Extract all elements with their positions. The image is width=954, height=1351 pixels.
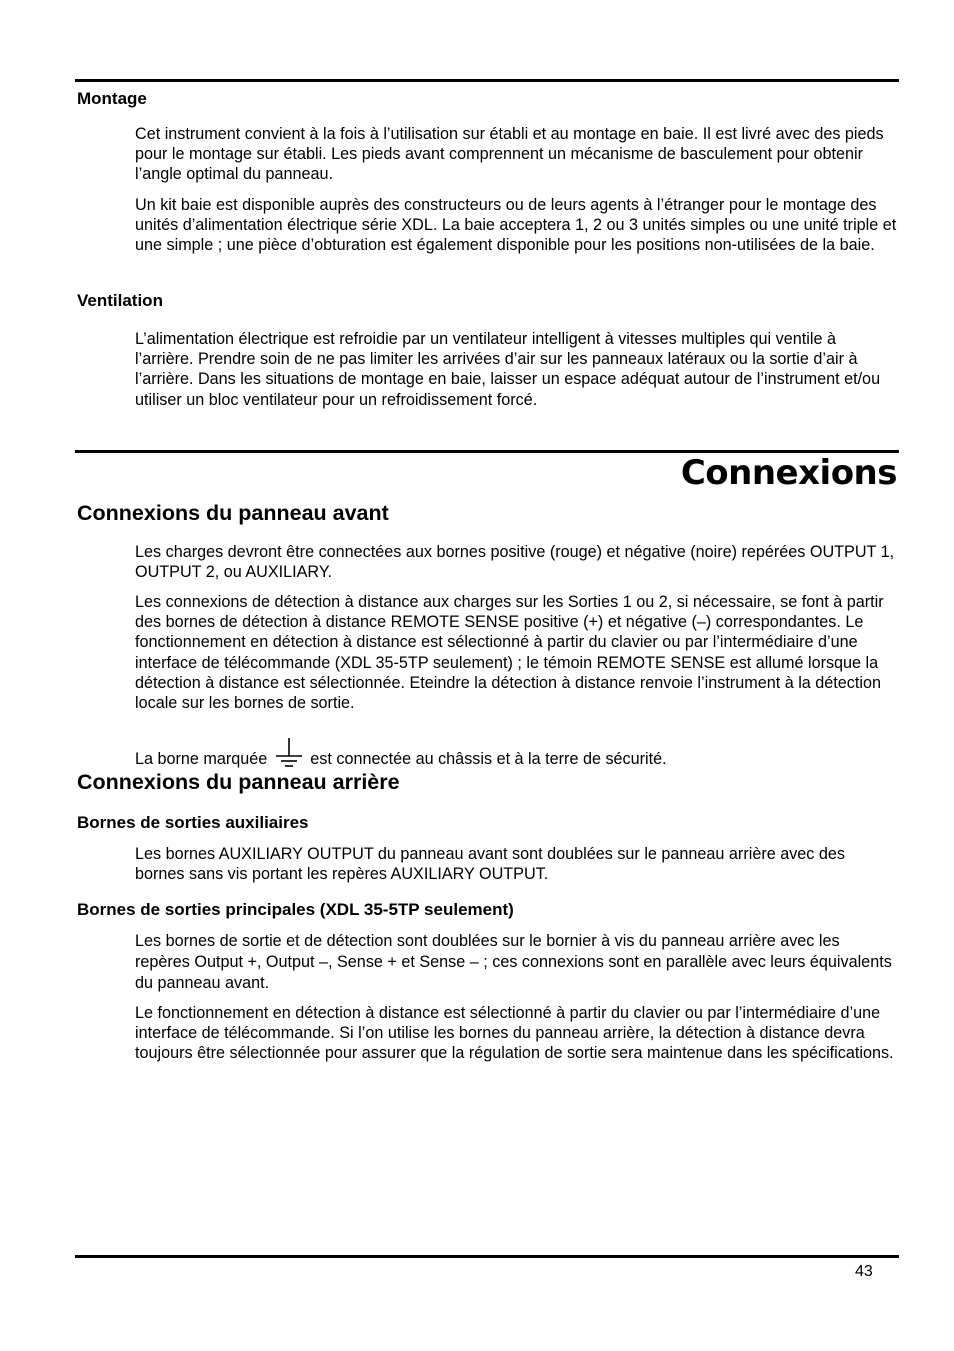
front-panel-paragraph-1: Les charges devront être connectées aux bornes positive (rouge) et négative (noire) repérées OUTPUT 1, OUTPUT 2, ou AUXILIARY. [135, 543, 895, 582]
aux-outputs-heading: Bornes de sorties auxiliaires [77, 813, 309, 832]
rear-panel-heading: Connexions du panneau arrière [77, 770, 400, 794]
connexions-title: Connexions [680, 453, 897, 493]
main-outputs-paragraph-2: Le fonctionnement en détection à distance est sélectionné à partir du clavier ou par l’intermédiaire d’une interface de télécommande. Si l’on utilise les bornes du panneau arrière, la détection à distance devra toujours être sélectionnée pour assurer que la régulation de sortie sera maintenue dans les spécifications. [135, 1004, 894, 1063]
ventilation-heading: Ventilation [77, 291, 163, 310]
front-panel-heading: Connexions du panneau avant [77, 501, 389, 525]
aux-outputs-paragraph: Les bornes AUXILIARY OUTPUT du panneau avant sont doublées sur le panneau arrière avec des bornes sans vis portant les repères AUXILIARY OUTPUT. [135, 845, 845, 884]
footer-rule [75, 1255, 899, 1258]
ventilation-paragraph: L’alimentation électrique est refroidie par un ventilateur intelligent à vitesses multiples qui ventile à l’arrière. Prendre soin de ne pas limiter les arrivées d’air sur les panneaux latéraux ou la sortie d’air à l’arrière. Dans les situations de montage en baie, laisser un espace adéquat autour de l’instrument et/ou utiliser un bloc ventilateur pour un refroidissement forcé. [135, 330, 881, 409]
montage-paragraph-1: Cet instrument convient à la fois à l’utilisation sur établi et au montage en baie. Il est livré avec des pieds pour le montage sur établi. Les pieds avant comprennent un mécanisme de basculement pour obtenir l’angle optimal du panneau. [135, 125, 884, 184]
montage-paragraph-2: Un kit baie est disponible auprès des constructeurs ou de leurs agents à l’étranger pour le montage des unités d’alimentation électrique série XDL. La baie acceptera 1, 2 ou 3 unités simples ou une unité triple et une simple ; une pièce d’obturation est également disponible pour les positions non-utilisées de la baie. [135, 196, 897, 255]
front-panel-paragraph-2: Les connexions de détection à distance aux charges sur les Sorties 1 ou 2, si nécessaire, se font à partir des bornes de détection à distance REMOTE SENSE positive (+) et négative (–) correspondantes. Le fonctionnement en détection à distance est sélectionné à partir du clavier ou par l’intermédiaire d’une interface de télécommande (XDL 35-5TP seulement) ; le témoin REMOTE SENSE est allumé lorsque la détection à distance est sélectionnée. Eteindre la détection à distance renvoie l’instrument à la détection locale sur les bornes de sortie. [135, 593, 884, 713]
main-outputs-paragraph-1: Les bornes de sortie et de détection sont doublées sur le bornier à vis du panneau arrière avec les repères Output +, Output –, Sense + et Sense – ; ces connexions sont en parallèle avec leurs équivalents du panneau avant. [135, 932, 892, 992]
ground-text-before: La borne marquée [135, 750, 268, 768]
ground-text-after: est connectée au châssis et à la terre de sécurité. [310, 750, 667, 768]
ground-icon [275, 738, 303, 773]
front-panel-paragraph-3 [135, 738, 897, 773]
page-number: 43 [855, 1263, 873, 1280]
top-rule [75, 79, 899, 82]
main-outputs-heading: Bornes de sorties principales (XDL 35-5TP seulement) [77, 900, 514, 919]
montage-heading: Montage [77, 89, 147, 108]
